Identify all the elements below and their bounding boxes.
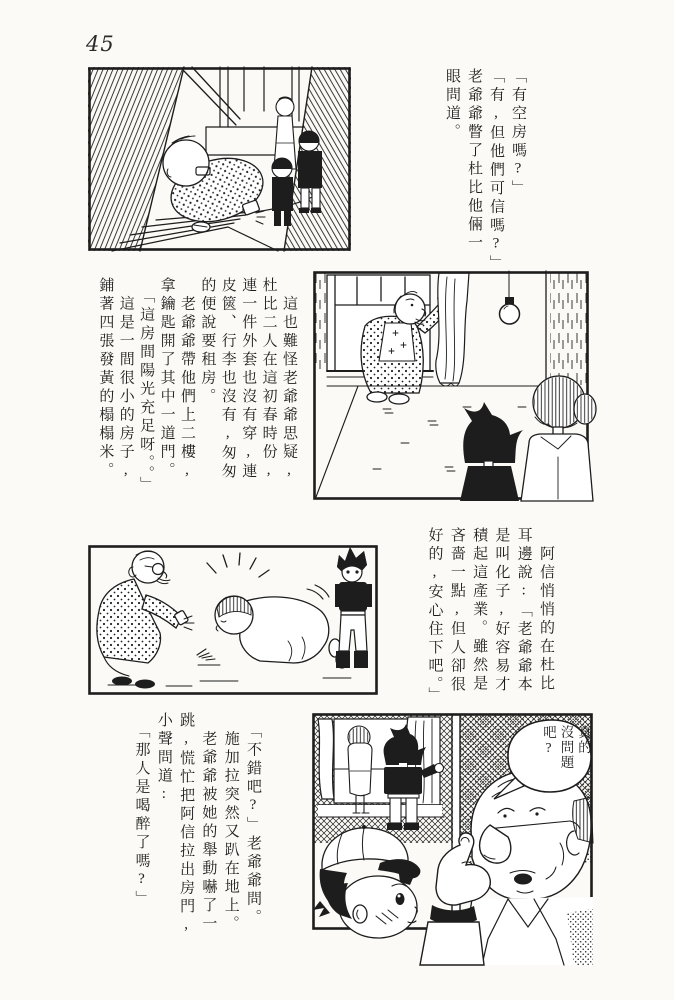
text-line: 「有,但他們可信嗎?」 [488,68,504,274]
text-line: 積起這產業。雖然是 [471,527,488,694]
text-line: 「不錯吧?」老爺爺問。 [245,712,261,928]
narration-top-right [439,68,529,280]
text-line: 「這房間陽光充足呀。。」 [138,277,155,495]
right-wall-streaks [550,273,588,385]
left-wall-streaks [315,273,327,373]
mouth [514,874,532,885]
text-line: 吧? [541,725,556,757]
surprise-emphasis-lines [207,553,269,577]
light-bulb-icon [500,271,520,324]
text-line: 「有空房嗎?」 [510,68,526,199]
text-line: 連一件外套也沒有穿,連 [240,277,257,482]
background-window [318,717,444,817]
panel-foreground-talk [312,713,593,965]
text-line: 「那人是喝醉了嗎?」 [133,712,150,909]
text-line: 耳邊說:「老爺爺本 [515,527,532,695]
text-line: 鋪著四張發黃的榻榻米。 [97,277,114,481]
text-line: 跳,慌忙把阿信拉出房門, [178,712,195,936]
panel-room-window [313,271,613,503]
text-line: 好的,安心住下吧。」 [426,527,443,706]
panel-staircase [88,67,351,251]
curtain [436,273,469,386]
astro-boy-back [460,402,523,501]
narration-bottom-left [130,712,264,948]
bowing-person [197,585,348,668]
text-line: 吝嗇一點,但人卻很 [448,527,465,695]
eye [396,893,405,905]
text-line: 小聲問道: [155,712,172,806]
text-line: 這也難怪老爺爺思疑, [281,277,297,482]
text-line: 沒問題 [558,725,574,770]
text-line: 老爺爺被她的舉動嚇了一 [200,712,217,934]
text-line: 這是一間很小的房子, [117,277,134,482]
text-line: 施加拉突然又趴在地上。 [222,712,239,934]
text-line: 眼問道。 [444,68,460,142]
boy-figure-center [272,158,293,226]
text-line: 真的 [576,725,591,755]
astro-boy-standing [335,547,372,668]
text-line: 杜比二人在這初春時份, [260,277,277,482]
page-number: 45 [86,32,115,56]
text-line: 老爺爺瞥了杜比他倆一 [466,68,482,253]
text-line: 老爺爺帶他們上二樓, [178,277,195,482]
text-line: 的便說要租房。 [199,277,216,407]
panel-bowing-scene [88,545,378,695]
woman-back [521,376,596,501]
speech-bubble-text [536,725,592,795]
text-line: 皮篋、行李也沒有,匆匆 [219,277,236,482]
narration-mid-right [423,527,557,735]
text-line: 拿鑰匙開了其中一道門。 [158,277,175,481]
old-man-bending [97,551,194,689]
text-line: 是叫化子,好容易才 [493,527,510,695]
narration-mid-left [95,277,299,495]
text-line: 阿信悄悄的在杜比 [538,527,554,694]
